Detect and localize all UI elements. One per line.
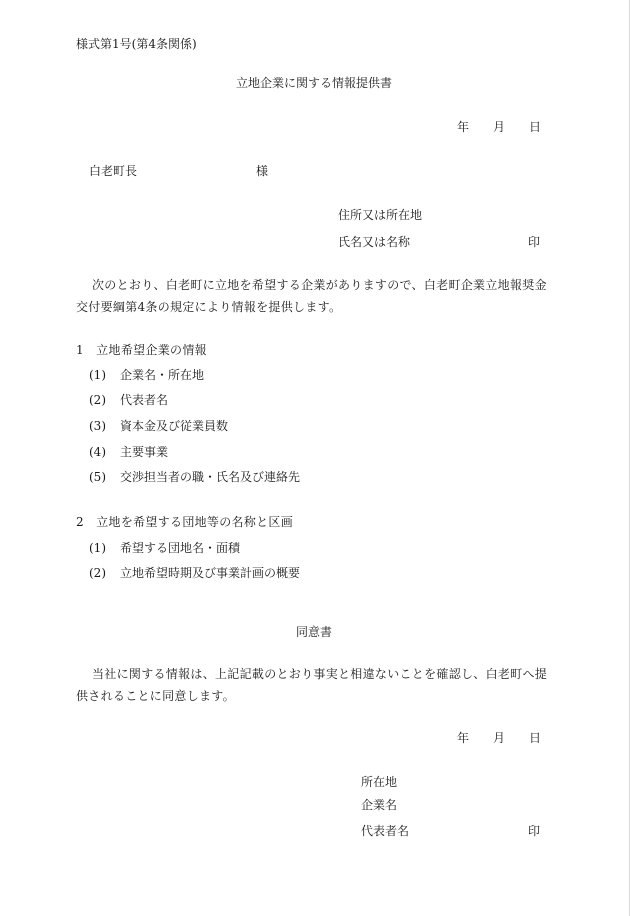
section2-item-1-text: 希望する団地名・面積 <box>120 541 241 555</box>
consent-date-year-label: 年 <box>457 731 470 745</box>
date-day-label: 日 <box>529 120 542 134</box>
company-representative-label: 代表者名 <box>361 824 410 838</box>
section1-item-3-text: 資本金及び従業員数 <box>120 419 229 433</box>
section2-item-2-number: (2) <box>89 566 106 580</box>
section1-item-3-number: (3) <box>89 419 106 433</box>
sender-seal: 印 <box>528 235 541 249</box>
section1-item-2-number: (2) <box>89 393 106 407</box>
consent-date-month-label: 月 <box>493 731 506 745</box>
addressee-honorific: 様 <box>256 164 269 178</box>
intro-paragraph: 次のとおり、白老町に立地を希望する企業がありますので、白老町企業立地報奨金交付要綱第4条の規定により情報を提供します。 <box>76 278 547 314</box>
company-seal: 印 <box>528 824 541 838</box>
consent-paragraph: 当社に関する情報は、上記記載のとおり事実と相違ないことを確認し、白老町へ提供されることに同意します。 <box>76 667 548 703</box>
consent-title: 同意書 <box>296 625 333 639</box>
sender-address-label: 住所又は所在地 <box>338 208 423 222</box>
form-number: 様式第1号(第4条関係) <box>76 37 197 51</box>
sender-name-label: 氏名又は名称 <box>338 235 411 249</box>
section2-item-1-number: (1) <box>89 541 106 555</box>
company-name-label: 企業名 <box>361 798 398 812</box>
section1-item-1-number: (1) <box>89 368 106 382</box>
section1-item-5-text: 交渉担当者の職・氏名及び連絡先 <box>120 470 301 484</box>
section1-heading: 1 立地希望企業の情報 <box>76 343 207 357</box>
section1-item-4-text: 主要事業 <box>120 445 169 459</box>
company-location-label: 所在地 <box>361 775 398 789</box>
date-year-label: 年 <box>457 120 470 134</box>
date-month-label: 月 <box>493 120 506 134</box>
section2-item-2-text: 立地希望時期及び事業計画の概要 <box>120 566 301 580</box>
section1-item-5-number: (5) <box>89 470 106 484</box>
section1-item-1-text: 企業名・所在地 <box>120 368 205 382</box>
section2-heading: 2 立地を希望する団地等の名称と区画 <box>76 515 294 529</box>
consent-date-day-label: 日 <box>529 731 542 745</box>
addressee-name: 白老町長 <box>89 164 138 178</box>
section1-item-2-text: 代表者名 <box>120 393 169 407</box>
document-title: 立地企業に関する情報提供書 <box>236 76 393 90</box>
section1-item-4-number: (4) <box>89 445 106 459</box>
